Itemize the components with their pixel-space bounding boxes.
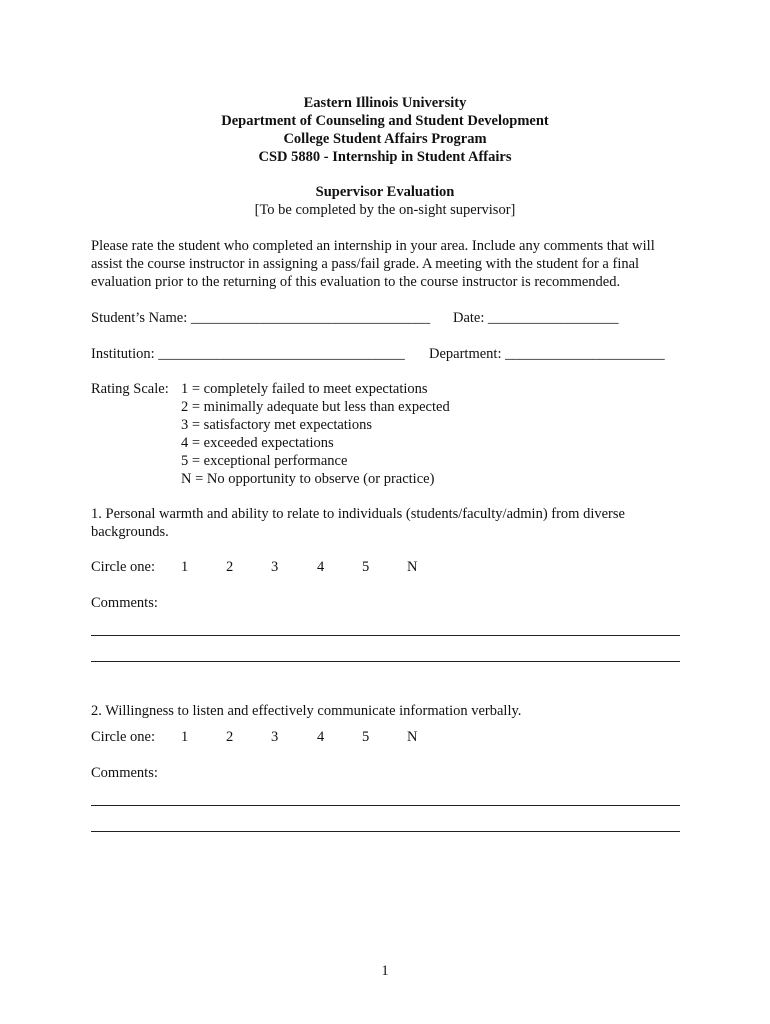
question-2-comment-line-2[interactable] (91, 831, 680, 832)
question-2-option-5[interactable]: 5 (362, 729, 370, 745)
rating-scale-item: 3 = satisfactory met expectations (181, 417, 372, 433)
rating-scale-item: 4 = exceeded expectations (181, 435, 334, 451)
question-2-option-4[interactable]: 4 (317, 729, 325, 745)
course-title: CSD 5880 - Internship in Student Affairs (258, 149, 512, 165)
question-1-circle-label: Circle one: (91, 559, 156, 575)
question-2-option-n[interactable]: N (407, 729, 418, 745)
question-1-option-5[interactable]: 5 (362, 559, 370, 575)
question-1-option-3[interactable]: 3 (271, 559, 279, 575)
department-field[interactable]: Department: ______________________ (429, 346, 665, 362)
rating-scale-item: N = No opportunity to observe (or practice) (181, 471, 435, 487)
question-2-comment-line-1[interactable] (91, 805, 680, 806)
student-name-field[interactable]: Student’s Name: _________________________________ (91, 310, 431, 326)
question-2-text: 2. Willingness to listen and effectively communicate information verbally. (91, 703, 522, 719)
question-2-circle-label: Circle one: (91, 729, 156, 745)
question-2-comments-label: Comments: (91, 765, 158, 781)
rating-scale-item: 2 = minimally adequate but less than expected (181, 399, 450, 415)
rating-scale-item: 5 = exceptional performance (181, 453, 348, 469)
question-1-option-2[interactable]: 2 (226, 559, 234, 575)
page-subtitle: [To be completed by the on-sight supervisor] (254, 202, 516, 218)
question-1-option-4[interactable]: 4 (317, 559, 325, 575)
question-1-text-line-2: backgrounds. (91, 524, 169, 540)
question-2-option-2[interactable]: 2 (226, 729, 234, 745)
question-1-comments-label: Comments: (91, 595, 158, 611)
rating-scale-label: Rating Scale: (91, 381, 169, 397)
institution-field[interactable]: Institution: __________________________________ (91, 346, 405, 362)
page-title: Supervisor Evaluation (315, 184, 455, 200)
intro-line-2: assist the course instructor in assigning a pass/fail grade. A meeting with the student for a final (91, 256, 640, 272)
date-field[interactable]: Date: __________________ (453, 310, 619, 326)
intro-line-3: evaluation prior to the returning of this evaluation to the course instructor is recommended. (91, 274, 621, 290)
question-1-option-1[interactable]: 1 (181, 559, 189, 575)
question-2-option-3[interactable]: 3 (271, 729, 279, 745)
program-name: College Student Affairs Program (283, 131, 487, 147)
question-2-option-1[interactable]: 1 (181, 729, 189, 745)
rating-scale-item: 1 = completely failed to meet expectations (181, 381, 428, 397)
department-name: Department of Counseling and Student Development (221, 113, 549, 129)
question-1-comment-line-2[interactable] (91, 661, 680, 662)
question-1-comment-line-1[interactable] (91, 635, 680, 636)
intro-line-1: Please rate the student who completed an internship in your area. Include any comments that will (91, 238, 655, 254)
page-number: 1 (381, 963, 389, 979)
question-1-text-line-1: 1. Personal warmth and ability to relate to individuals (students/faculty/admin) from diverse (91, 506, 625, 522)
question-1-option-n[interactable]: N (407, 559, 418, 575)
university-name: Eastern Illinois University (303, 95, 467, 111)
